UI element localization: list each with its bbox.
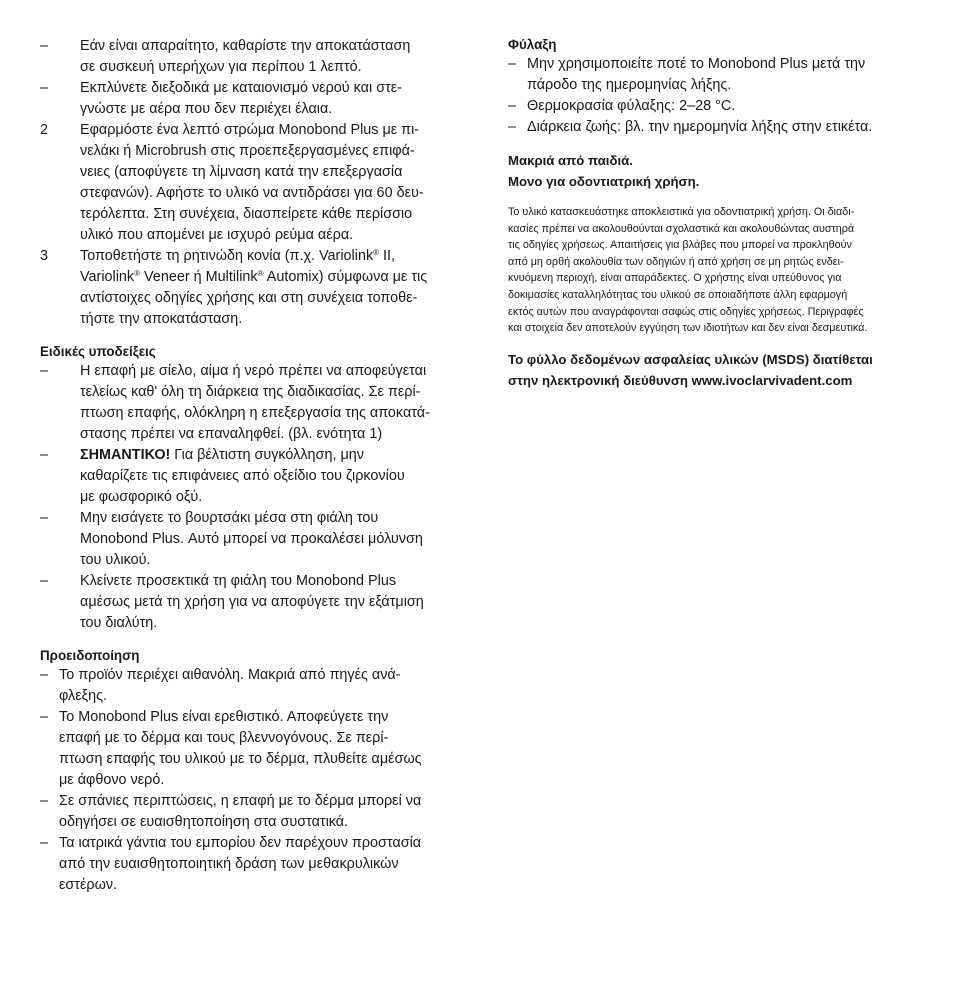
special-note-item (40, 361, 460, 445)
list-marker: – (40, 573, 49, 589)
line: στην ηλεκτρονική διεύθυνση www.ivoclarvivadent.com (508, 372, 853, 388)
line: από την ευαισθητοποιητική δράση των μεθακρυλικών (59, 856, 399, 872)
line: φλεξης. (59, 688, 108, 704)
line: με άφθονο νερό. (59, 772, 165, 788)
line: Εκπλύνετε διεξοδικά με καταιονισμό νερού και στε- (80, 80, 402, 96)
line: κνυόμενη περιοχή, είναι απαράδεκτες. Ο χρήστης είναι υπεύθυνος για (508, 272, 842, 285)
line-segment: Για βέλτιστη συγκόλληση, μην (170, 447, 364, 463)
line: του υλικού. (80, 552, 151, 568)
line: Το υλικό κατασκευάστηκε αποκλειστικά για οδοντιατρική χρήση. Οι διαδι- (508, 206, 855, 218)
line: γνώστε με αέρα που δεν περιέχει έλαια. (80, 101, 333, 117)
line: Σε σπάνιες περιπτώσεις, η επαφή με το δέρμα μπορεί να (59, 793, 422, 809)
keep-away-notice: Μακριά από παιδιά. (508, 153, 633, 168)
line: τερόλεπτα. Στη συνέχεια, διασπείρετε κάθε περίσσιο (80, 206, 413, 222)
line: Μην εισάγετε το βουρτσάκι μέσα στη φιάλη του (80, 510, 379, 526)
line: Διάρκεια ζωής: βλ. την ημερομηνία λήξης στην ετικέτα. (527, 119, 873, 135)
line: νελάκι ή Microbrush στις προεπεξεργασμένες επιφά- (80, 143, 415, 159)
special-note-item (40, 571, 460, 634)
line: αμέσως μετά τη χρήση για να αποφύγετε την εξάτμιση (80, 594, 424, 610)
left-column (40, 36, 460, 896)
line: πάροδο της ημερομηνίας λήξης. (527, 77, 732, 93)
line: κασίες πρέπει να ακολουθούνται σχολαστικά και ακολουθώντας αυστηρά (508, 222, 855, 235)
line: στεφανών). Αφήστε το υλικό να αντιδράσει για 60 δευ- (80, 185, 424, 201)
warning-item (40, 791, 460, 833)
storage-item (508, 96, 928, 117)
line-segment: II, (379, 248, 396, 264)
procedure-step-3 (40, 246, 460, 330)
line: δοκιμασίες καταλληλότητας του υλικού σε οποιαδήποτε άλλη εφαρμογή (508, 288, 848, 301)
list-marker: – (40, 447, 49, 463)
line-segment: Variolink (80, 269, 135, 285)
registered-mark: ® (373, 248, 380, 257)
line-segment: Veneer ή Multilink (140, 269, 258, 285)
line: υλικό που απομένει με ισχυρό ρεύμα αέρα. (80, 227, 354, 243)
msds-notice (508, 349, 928, 391)
procedure-step-2 (40, 120, 460, 246)
line: νειες (αποφύγετε τη λίμναση κατά την επεξεργασία (80, 164, 403, 180)
line: πτωση επαφής, ολόκληρη η επεξεργασία της αποκατά- (80, 405, 430, 421)
line: από μη ορθή ακολουθία των οδηγιών ή από χρήση σε μη ρητώς ενδει- (508, 255, 844, 268)
list-marker: – (40, 667, 49, 683)
registered-mark: ® (134, 269, 141, 278)
line: τις οδηγίες χρήσεως. Απαιτήσεις για βλάβες που μπορεί να προκληθούν (508, 239, 852, 252)
warning-item (40, 707, 460, 791)
list-marker: – (40, 80, 49, 96)
storage-item (508, 117, 928, 138)
special-note-item (40, 445, 460, 508)
special-notes-heading: Ειδικές υποδείξεις (40, 344, 156, 359)
list-marker: – (508, 56, 517, 72)
warning-heading: Προειδοποίηση (40, 648, 140, 663)
list-marker: – (508, 98, 517, 114)
warning-item (40, 833, 460, 896)
line: επαφή με το δέρμα και τους βλεννογόνους. Σε περί- (59, 730, 389, 746)
line: πτωση επαφής του υλικού με το δέρμα, πλυθείτε αμέσως (59, 751, 422, 767)
warning-item (40, 665, 460, 707)
special-note-item (40, 508, 460, 571)
registered-mark: ® (257, 269, 264, 278)
step-number: 2 (40, 122, 49, 138)
list-marker: – (40, 709, 49, 725)
line: Monobond Plus. Αυτό μπορεί να προκαλέσει μόλυνση (80, 531, 423, 547)
line: τήστε την αποκατάσταση. (80, 311, 243, 327)
list-marker: – (508, 119, 517, 135)
procedure-step-ultrasonic (40, 36, 460, 78)
step-number: 3 (40, 248, 49, 264)
disclaimer-paragraph (508, 204, 928, 337)
line: Κλείνετε προσεκτικά τη φιάλη του Monobond Plus (80, 573, 397, 589)
list-marker: – (40, 38, 49, 54)
dental-use-notice: Μονο για οδοντιατρική χρήση. (508, 174, 700, 189)
right-column (508, 36, 928, 391)
line: Το Monobond Plus είναι ερεθιστικό. Αποφεύγετε την (59, 709, 389, 725)
list-marker: – (40, 510, 49, 526)
line: με φωσφορικό οξύ. (80, 489, 203, 505)
line: του διαλύτη. (80, 615, 158, 631)
line: Θερμοκρασία φύλαξης: 2–28 °C. (527, 98, 736, 114)
procedure-step-rinse (40, 78, 460, 120)
line: αντίστοιχες οδηγίες χρήσης και στη συνέχεια τοποθε- (80, 290, 418, 306)
line: εκτός αυτών που αναγράφονται σαφώς στις οδηγίες χρήσεως. Περιγραφές (508, 305, 864, 318)
line: καθαρίζετε τις επιφάνειες από οξείδιο του ζιρκονίου (80, 468, 405, 484)
storage-item (508, 54, 928, 96)
line: Εάν είναι απαραίτητο, καθαρίστε την αποκατάσταση (80, 38, 411, 54)
line-segment: Τοποθετήστε τη ρητινώδη κονία (π.χ. Variolink (80, 248, 374, 264)
line: στασης πρέπει να επαναληφθεί. (βλ. ενότητα 1) (80, 426, 383, 442)
line-segment: Automix) σύμφωνα με τις (263, 269, 428, 285)
list-marker: – (40, 793, 49, 809)
line: σε συσκευή υπερήχων για περίπου 1 λεπτό. (80, 59, 362, 75)
important-label: ΣΗΜΑΝΤΙΚΟ! (80, 447, 171, 463)
line: εστέρων. (59, 877, 118, 893)
line: Η επαφή με σίελο, αίμα ή νερό πρέπει να αποφεύγεται (80, 363, 427, 379)
line: τελείως καθ' όλη τη διάρκεια της διαδικασίας. Σε περί- (80, 384, 421, 400)
line: Μην χρησιμοποιείτε ποτέ το Monobond Plus μετά την (527, 56, 866, 72)
storage-heading: Φύλαξη (508, 37, 557, 52)
line: Τα ιατρικά γάντια του εμπορίου δεν παρέχουν προστασία (59, 835, 422, 851)
line: Εφαρμόστε ένα λεπτό στρώμα Monobond Plus με πι- (80, 122, 420, 138)
list-marker: – (40, 363, 49, 379)
line: Το φύλλο δεδομένων ασφαλείας υλικών (MSDS) διατίθεται (508, 351, 873, 367)
list-marker: – (40, 835, 49, 851)
line: Το προϊόν περιέχει αιθανόλη. Μακριά από πηγές ανά- (59, 667, 401, 683)
line: οδηγήσει σε ευαισθητοποίηση στα συστατικά. (59, 814, 349, 830)
line: και στοιχεία δεν αποτελούν εγγύηση των ιδιοτήτων και δεν είναι δεσμευτικά. (508, 322, 868, 335)
